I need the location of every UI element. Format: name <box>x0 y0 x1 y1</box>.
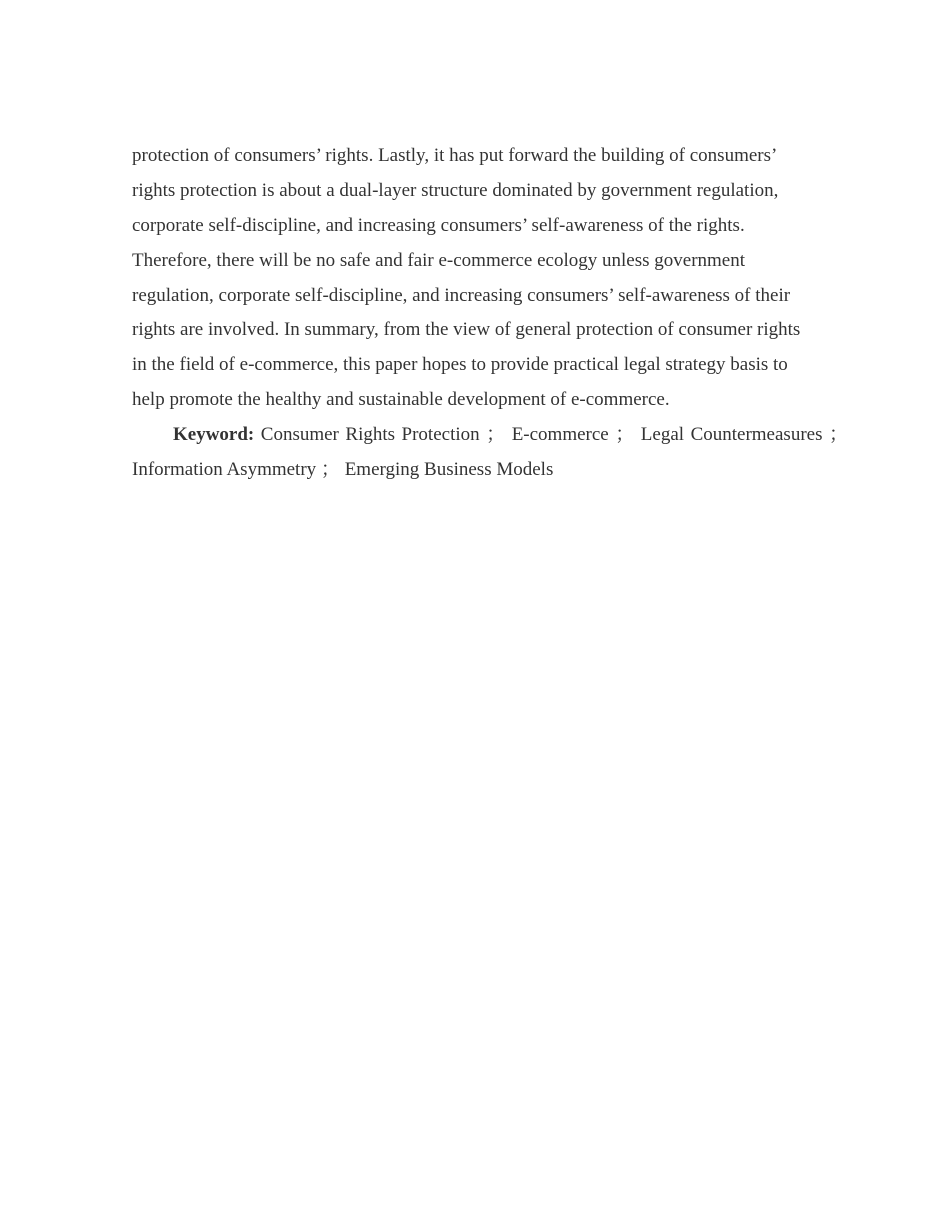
keyword-item: Information Asymmetry <box>132 459 317 481</box>
keywords-label: Keyword: <box>173 424 255 446</box>
abstract-line: regulation, corporate self-discipline, and increasing consumers’ self-awareness of their <box>132 284 791 306</box>
abstract-line: Therefore, there will be no safe and fair e-commerce ecology unless government <box>132 249 746 271</box>
abstract-line: in the field of e-commerce, this paper hopes to provide practical legal strategy basis to <box>132 354 788 376</box>
abstract-text <box>132 139 848 488</box>
keyword-item: E-commerce <box>511 424 609 446</box>
keyword-item: Consumer Rights Protection <box>260 424 480 446</box>
keyword-separator: ； <box>479 424 506 446</box>
keyword-separator: ； <box>822 424 848 446</box>
keyword-item: Emerging Business Models <box>344 459 554 481</box>
keyword-separator: ； <box>316 459 340 481</box>
abstract-line: protection of consumers’ rights. Lastly, it has put forward the building of consumers’ <box>132 145 778 166</box>
abstract-line: corporate self-discipline, and increasing consumers’ self-awareness of the rights. <box>132 214 745 236</box>
keyword-item: Legal Countermeasures <box>640 424 823 446</box>
keywords-line-continued <box>132 453 848 488</box>
abstract-line: rights protection is about a dual-layer structure dominated by government regulation, <box>132 179 779 201</box>
keyword-separator: ； <box>608 424 635 446</box>
abstract-line: rights are involved. In summary, from the view of general protection of consumer rights <box>132 319 801 341</box>
keywords-line <box>132 418 848 453</box>
abstract-line: help promote the healthy and sustainable development of e-commerce. <box>132 389 670 411</box>
